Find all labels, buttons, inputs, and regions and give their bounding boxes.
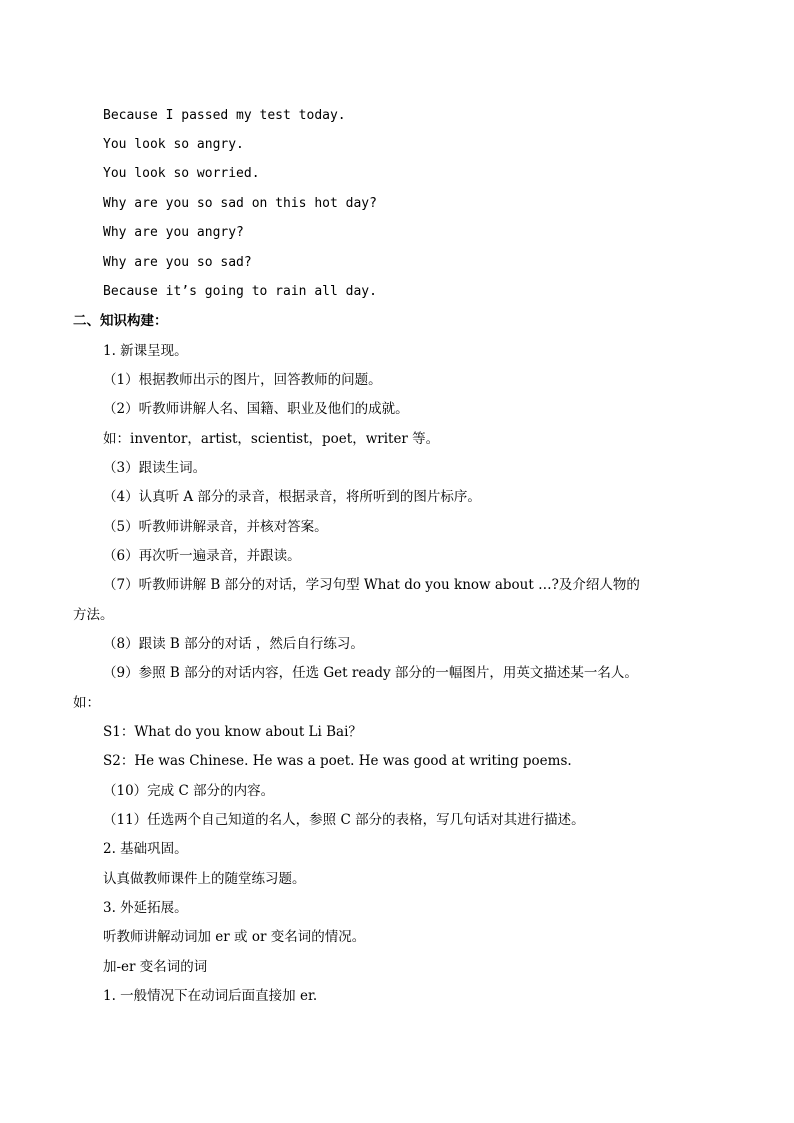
step-item: （6）再次听一遍录音，并跟读。 <box>103 548 301 564</box>
step-item: （8）跟读 B 部分的对话 ，然后自行练习。 <box>103 636 364 652</box>
step-item: （11）任选两个自己知道的名人，参照 C 部分的表格，写几句话对其进行描述。 <box>103 812 585 828</box>
part2-text: 认真做教师课件上的随堂练习题。 <box>103 871 306 887</box>
dialogue-line: S1：What do you know about Li Bai？ <box>103 724 362 740</box>
dialogue-line: S2：He was Chinese. He was a poet. He was good at writing poems. <box>103 753 572 769</box>
step-item-continuation: 方法。 <box>73 607 114 623</box>
warmup-line: Why are you so sad? <box>103 255 252 270</box>
part2-heading: 2. 基础巩固。 <box>103 841 188 857</box>
step-item: （10）完成 C 部分的内容。 <box>103 783 275 799</box>
part3-text: 听教师讲解动词加 er 或 or 变名词的情况。 <box>103 929 366 945</box>
part3-subheading: 加-er 变名词的词 <box>103 959 208 975</box>
part1-heading: 1. 新课呈现。 <box>103 343 188 359</box>
step-item: （1）根据教师出示的图片，回答教师的问题。 <box>103 372 382 388</box>
step-item: （3）跟读生词。 <box>103 460 207 476</box>
warmup-line: You look so angry. <box>103 137 244 152</box>
warmup-line: Why are you so sad on this hot day? <box>103 196 377 211</box>
part3-rule: 1. 一般情况下在动词后面直接加 er. <box>103 988 318 1004</box>
step-item: （5）听教师讲解录音，并核对答案。 <box>103 519 328 535</box>
step-item: （4）认真听 A 部分的录音，根据录音，将所听到的图片标序。 <box>103 489 481 505</box>
warmup-line: Because I passed my test today. <box>103 108 346 123</box>
section-title: 二、知识构建： <box>73 313 168 329</box>
step-item: （9）参照 B 部分的对话内容，任选 Get ready 部分的一幅图片，用英文描述某一名人。 <box>103 665 638 681</box>
part3-heading: 3. 外延拓展。 <box>103 900 188 916</box>
warmup-line: Why are you angry? <box>103 225 244 240</box>
step-item: 如：inventor，artist，scientist，poet，writer 等。 <box>103 431 440 447</box>
step-item-continuation: 如： <box>73 695 100 711</box>
warmup-line: Because it’s going to rain all day. <box>103 284 377 299</box>
step-item: （7）听教师讲解 B 部分的对话，学习句型 What do you know about …?及介绍人物的 <box>103 577 640 593</box>
step-item: （2）听教师讲解人名、国籍、职业及他们的成就。 <box>103 401 409 417</box>
warmup-line: You look so worried. <box>103 166 260 181</box>
